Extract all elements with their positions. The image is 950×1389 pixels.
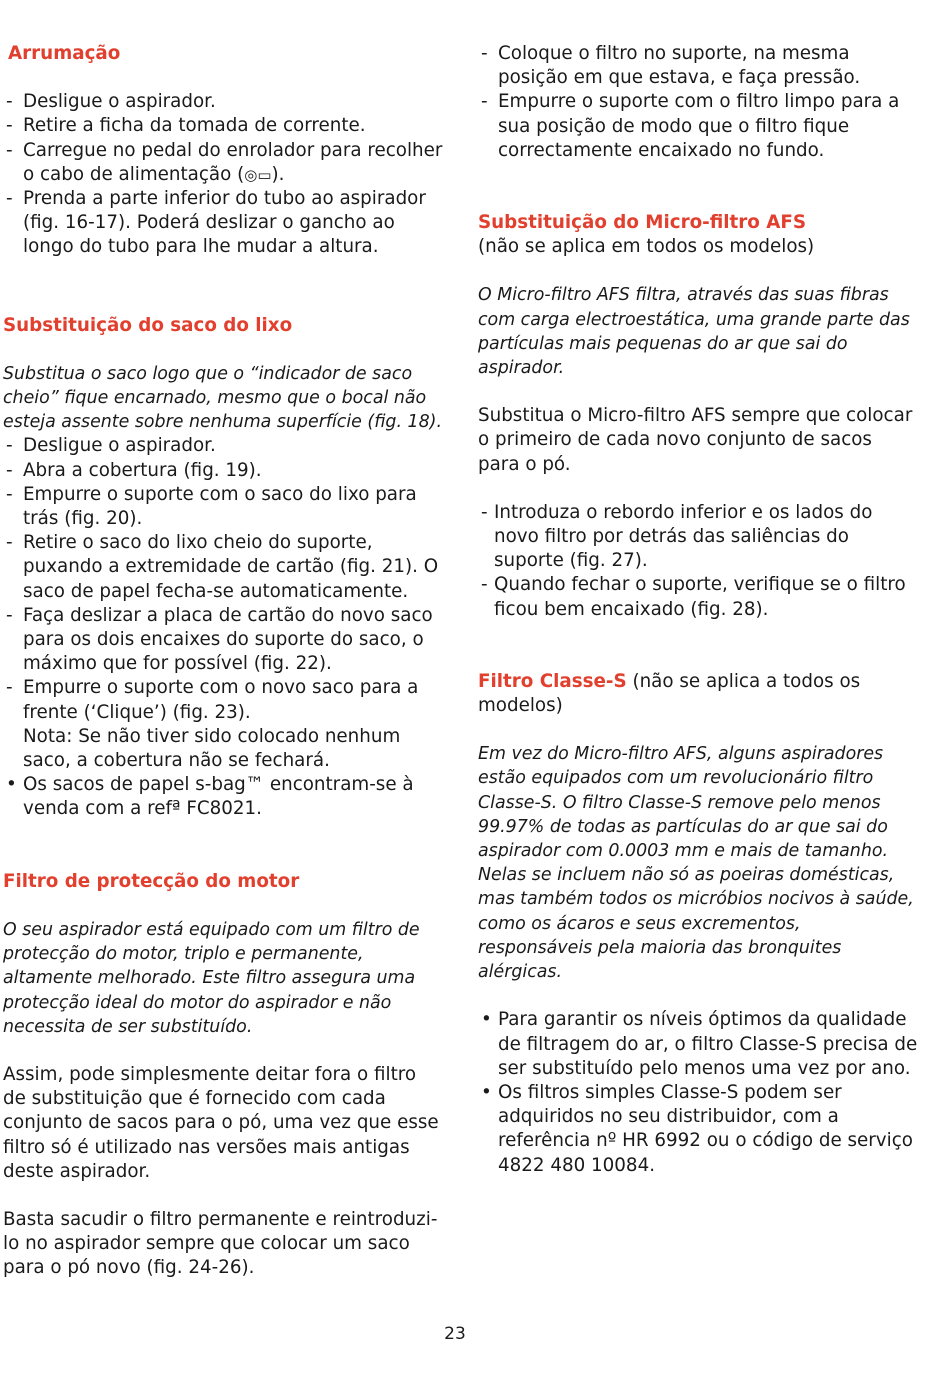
list-item: - Desligue o aspirador.	[6, 91, 216, 113]
motor-para-2: Basta sacudir o filtro permanente e reintroduzi-lo no aspirador sempre que colocar um saco para o pó novo (fig. 24-26).	[3, 1208, 438, 1279]
list-item: - Empurre o suporte com o filtro limpo para a sua posição de modo que o filtro fique correctamente encaixado no fundo.	[481, 91, 900, 161]
afs-list	[478, 501, 918, 622]
classe-s-bullets	[478, 1008, 918, 1177]
classe-s-intro-2: Nelas se incluem não só as poeiras domésticas, mas também todos os micróbios nocivos à saúde, como os ácaros e seus excrementos, responsáveis pela maioria das bronquites alérgicas.	[478, 865, 914, 983]
list-item: - Quando fechar o suporte, verifique se o filtro ficou bem encaixado (fig. 28).	[481, 574, 906, 620]
heading-arrumacao: Arrumação	[8, 43, 121, 64]
saco-list	[3, 434, 443, 724]
list-item: • Os filtros simples Classe-S podem ser adquiridos no seu distribuidor, com a referência nº HR 6992 ou o código de serviço 4822 480 10084.	[481, 1081, 913, 1176]
afs-intro: O Micro-filtro AFS filtra, através das suas fibras com carga electroestática, uma grande parte das partículas mais pequenas do ar que sai do aspirador.	[478, 285, 910, 379]
list-item: - Coloque o filtro no suporte, na mesma posição em que estava, e faça pressão.	[481, 43, 861, 89]
saco-intro: Substitua o saco logo que o “indicador de saco cheio” fique encarnado, mesmo que o bocal não esteja assente sobre nenhuma superfície (fig. 18).	[3, 363, 442, 433]
heading-substituicao-saco: Substituição do saco do lixo	[3, 314, 293, 336]
heading-filtro-classe-s: Filtro Classe-S	[478, 670, 627, 692]
arrumacao-list	[3, 90, 443, 259]
list-item: - Abra a cobertura (fig. 19).	[6, 459, 262, 481]
heading-filtro-motor: Filtro de protecção do motor	[3, 870, 300, 892]
list-item: • Os sacos de papel s-bag™ encontram-se à venda com a refª FC8021.	[6, 774, 414, 820]
left-column	[3, 42, 443, 1281]
motor-para-1: Assim, pode simplesmente deitar fora o filtro de substituição que é fornecido com cada conjunto de sacos para o pó, uma vez que esse filtro só é utilizado nas versões mais antigas deste aspirador.	[3, 1063, 439, 1182]
cord-reel-icon: ◎▭	[244, 165, 272, 184]
saco-bullets	[3, 773, 443, 821]
list-item: - Retire a ficha da tomada de corrente.	[6, 115, 366, 137]
right-column	[478, 42, 918, 1178]
list-item: • Para garantir os níveis óptimos da qualidade de filtragem do ar, o filtro Classe-S precisa de ser substituído pelo menos uma vez por ano.	[481, 1009, 918, 1079]
afs-para: Substitua o Micro-filtro AFS sempre que colocar o primeiro de cada novo conjunto de sacos para o pó.	[478, 405, 913, 475]
list-item: - Faça deslizar a placa de cartão do novo saco para os dois encaixes do suporte do saco, o máximo que for possível (fig. 22).	[6, 604, 433, 675]
list-item: - Introduza o rebordo inferior e os lados do novo filtro por detrás das saliências do suporte (fig. 27).	[481, 501, 873, 572]
list-item: - Empurre o suporte com o saco do lixo para trás (fig. 20).	[6, 483, 417, 530]
list-item: - Desligue o aspirador.	[6, 435, 216, 457]
list-item: - Retire o saco do lixo cheio do suporte, puxando a extremidade de cartão (fig. 21). O saco de papel fecha-se automaticamente.	[6, 532, 439, 602]
classe-s-heading-line	[478, 670, 918, 718]
page-number: 23	[444, 1324, 466, 1344]
filter-steps-list	[478, 42, 918, 163]
afs-subheading: (não se aplica em todos os modelos)	[478, 236, 815, 258]
heading-micro-filtro-afs: Substituição do Micro-filtro AFS	[478, 212, 807, 234]
list-item: - Carregue no pedal do enrolador para recolher o cabo de alimentação (◎▭).	[3, 139, 443, 187]
classe-s-intro-1: Em vez do Micro-filtro AFS, alguns aspiradores estão equipados com um revolucionário filtro Classe-S. O filtro Classe-S remove pelo menos 99.97% de todas as partículas do ar que sai do aspirador com 0.0003 mm e mais de tamanho.	[478, 744, 889, 862]
classe-s-heading-suffix: (não se aplica a todos os modelos)	[478, 670, 861, 717]
saco-note: Nota: Se não tiver sido colocado nenhum saco, a cobertura não se fechará.	[23, 725, 401, 772]
motor-intro: O seu aspirador está equipado com um filtro de protecção do motor, triplo e permanente, altamente melhorado. Este filtro assegura uma protecção ideal do motor do aspirador e não necessita de ser substituído.	[3, 919, 420, 1037]
list-item: - Prenda a parte inferior do tubo ao aspirador (fig. 16-17). Poderá deslizar o gancho ao longo do tubo para lhe mudar a altura.	[6, 188, 426, 258]
list-item: - Empurre o suporte com o novo saco para a frente (‘Clique’) (fig. 23).	[6, 677, 419, 723]
